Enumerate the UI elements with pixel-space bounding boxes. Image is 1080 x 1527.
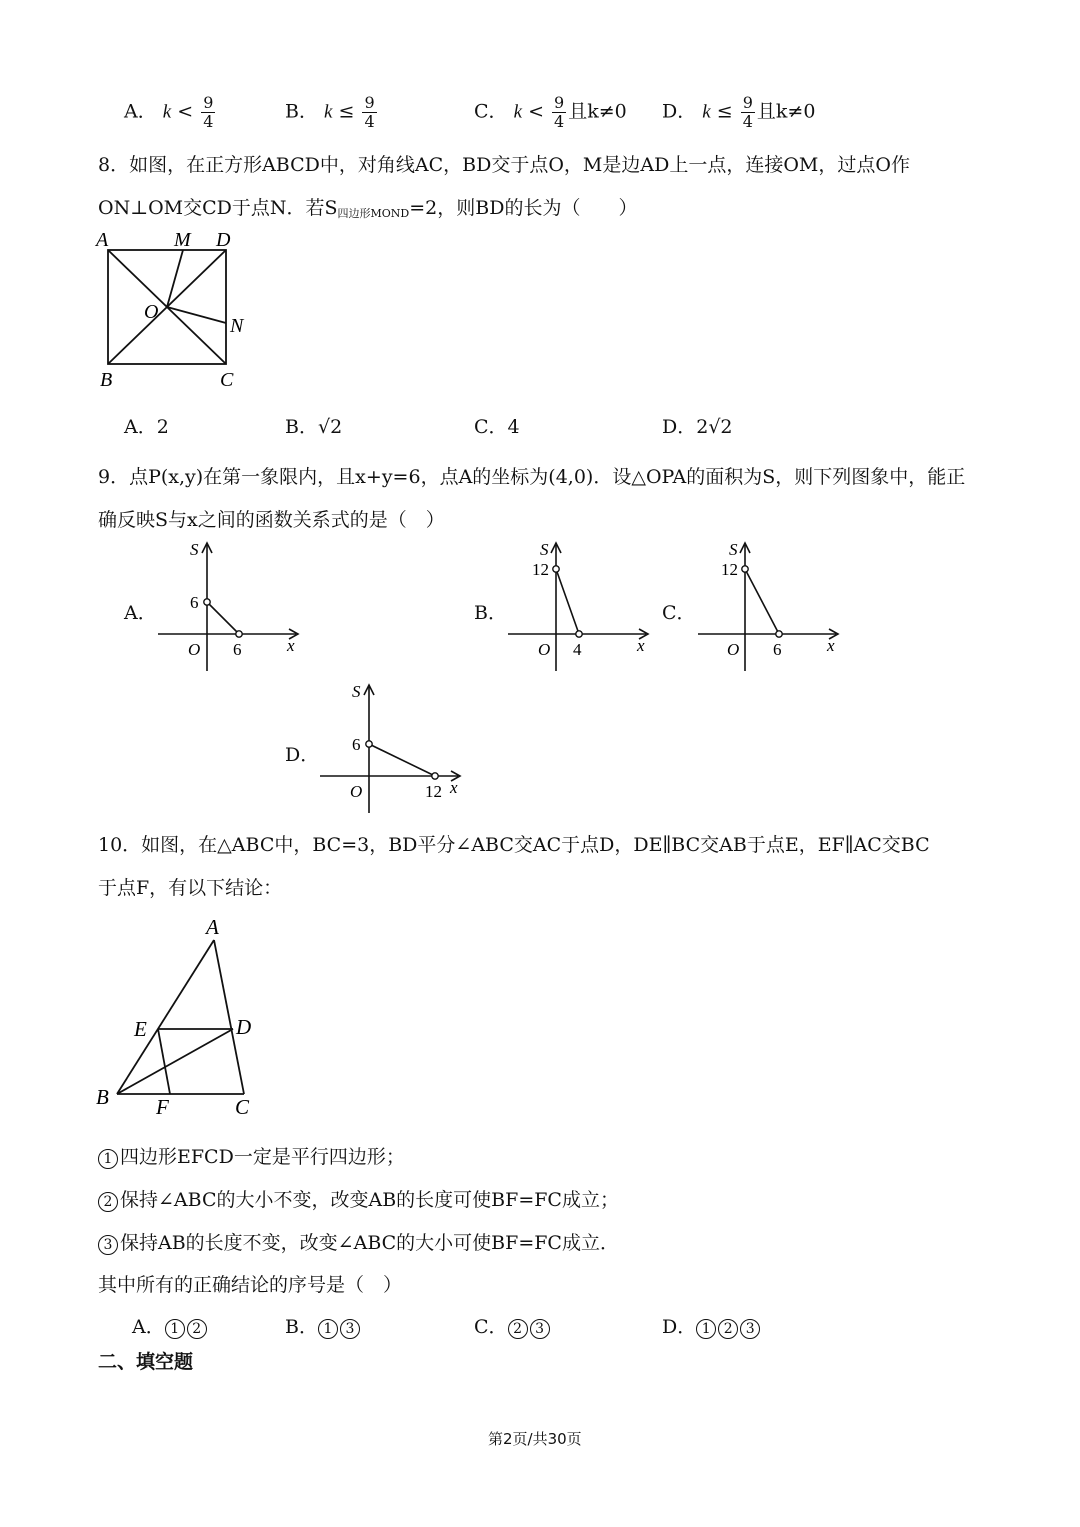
q10-stem-line1: 10．如图，在△ABC中，BC=3，BD平分∠ABC交AC于点D，DE∥BC交AB于点E，EF∥AC交BC: [98, 834, 930, 856]
q10-triangle-figure: [92, 912, 272, 1122]
svg-text:S: S: [352, 682, 361, 701]
label-a: A: [96, 229, 109, 251]
q10-conclusion-3: 3 保持AB的长度不变，改变∠ABC的大小可使BF=FC成立．: [98, 1228, 619, 1255]
q10-option-d: D． 1 2 3: [662, 1312, 762, 1339]
svg-text:S: S: [729, 540, 738, 559]
svg-text:D: D: [236, 1015, 252, 1039]
q7-option-a: A． k < $\frac{9}{4}$: [124, 93, 214, 131]
q8-option-d: D．2√2: [662, 416, 733, 438]
svg-text:C: C: [235, 1095, 250, 1119]
label-m: M: [174, 229, 191, 251]
section-title: 二、填空题: [98, 1351, 194, 1373]
q10-option-a: A． 1 2: [132, 1312, 209, 1339]
q10-stem-line2: 于点F，有以下结论：: [98, 877, 283, 899]
q9-graph-d: [312, 677, 472, 819]
label-b: B: [100, 369, 113, 391]
q10-question: 其中所有的正确结论的序号是（ ）: [98, 1274, 403, 1296]
svg-text:12: 12: [721, 560, 738, 579]
svg-text:O: O: [188, 640, 201, 659]
svg-text:S: S: [540, 540, 549, 559]
q10-conclusion-2: 2 保持∠ABC的大小不变，改变AB的长度可使BF=FC成立；: [98, 1185, 619, 1212]
svg-text:O: O: [727, 640, 740, 659]
svg-text:A: A: [206, 915, 219, 939]
label-c: C: [220, 369, 234, 391]
q9-graph-b: [500, 535, 660, 677]
svg-text:E: E: [134, 1017, 147, 1041]
q9-option-a-letter: A．: [124, 602, 157, 624]
q8-stem-line2: ON⊥OM交CD于点N．若$S_{四边形MOND}=2$，则BD的长为（ ）: [98, 197, 638, 220]
svg-text:S: S: [190, 540, 199, 559]
svg-text:6: 6: [190, 593, 199, 612]
svg-text:12: 12: [532, 560, 549, 579]
svg-text:6: 6: [233, 640, 242, 659]
q7-option-c: C． k < $\frac{9}{4}$ 且k≠0: [474, 93, 627, 131]
q9-stem-line1: 9．点P(x,y)在第一象限内，且x+y=6，点A的坐标为(4,0)．设△OPA的面积为S，则下列图象中，能正: [98, 466, 966, 488]
label-d: D: [216, 229, 231, 251]
svg-text:x: x: [287, 636, 295, 655]
svg-text:4: 4: [573, 640, 582, 659]
svg-text:x: x: [450, 778, 458, 797]
q8-option-b: B．√2: [285, 416, 343, 438]
q8-option-c: C．4: [474, 416, 520, 438]
q9-graph-c: [690, 535, 850, 677]
q8-stem-line1: 8．如图，在正方形ABCD中，对角线AC，BD交于点O，M是边AD上一点，连接OM，过点O作: [98, 154, 910, 176]
svg-text:12: 12: [425, 782, 442, 801]
page-footer: 第2页/共30页: [488, 1430, 582, 1448]
label-n: N: [230, 315, 244, 337]
q10-conclusion-1: 1 四边形EFCD一定是平行四边形；: [98, 1142, 405, 1169]
svg-text:O: O: [350, 782, 363, 801]
svg-text:6: 6: [352, 735, 361, 754]
q9-option-d-letter: D．: [285, 744, 320, 766]
q8-square-figure: [92, 226, 262, 394]
q10-option-c: C． 2 3: [474, 1312, 552, 1339]
q9-option-c-letter: C．: [662, 602, 696, 624]
svg-text:F: F: [156, 1095, 169, 1119]
q8-option-a: A．2: [124, 416, 169, 438]
label-o: O: [144, 301, 159, 323]
svg-text:B: B: [96, 1085, 109, 1109]
svg-text:x: x: [637, 636, 645, 655]
q9-graph-a: [150, 535, 310, 677]
q7-option-d: D． k ≤ $\frac{9}{4}$ 且k≠0: [662, 93, 816, 131]
svg-text:x: x: [827, 636, 835, 655]
q10-option-b: B． 1 3: [285, 1312, 362, 1339]
svg-text:O: O: [538, 640, 551, 659]
q9-option-b-letter: B．: [474, 602, 507, 624]
q7-option-b: B． k ≤ $\frac{9}{4}$: [285, 93, 375, 131]
svg-text:6: 6: [773, 640, 782, 659]
segment-ef: [158, 1029, 170, 1094]
q9-stem-line2: 确反映S与x之间的函数关系式的是（ ）: [98, 509, 445, 531]
